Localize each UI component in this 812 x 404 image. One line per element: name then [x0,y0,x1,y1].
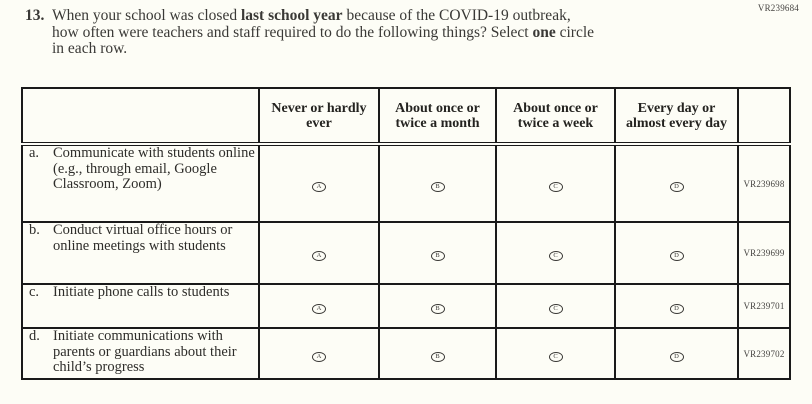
option-cell [496,328,615,379]
answer-letter: A [316,352,322,360]
answer-circle-b[interactable] [431,304,445,314]
question-line [52,25,745,42]
question-block [25,8,745,58]
option-cell [379,222,496,284]
option-cell [615,144,738,222]
row-text: Initiate communications with parents or guardians about their child’s progress [53,328,237,375]
option-cell [379,144,496,222]
answer-letter: A [316,305,322,313]
row-label-cell [22,284,259,328]
answer-circle-c[interactable] [549,304,563,314]
option-cell [615,284,738,328]
corner-header-cell [22,88,259,144]
option-cell [259,144,379,222]
row-text: Initiate phone calls to students [53,284,230,300]
row-letter: b. [29,222,40,238]
answer-letter: A [316,252,322,260]
table-row-d [22,328,790,379]
answer-circle-b[interactable] [431,352,445,362]
answer-letter: B [435,352,440,360]
answer-letter: D [674,305,679,313]
answer-letter: C [553,252,558,260]
option-cell [496,144,615,222]
row-label-cell [22,328,259,379]
row-text: Conduct virtual office hours or online meetings with students [53,222,233,254]
answer-circle-d[interactable] [670,182,684,192]
column-header-never: Never or hardly ever [259,88,379,144]
table-row-b [22,222,790,284]
option-cell [496,222,615,284]
answer-circle-d[interactable] [670,251,684,261]
vr-code-cell: VR239701 [738,284,790,328]
row-text: Communicate with students online (e.g., through email, Google Classroom, Zoom) [53,145,255,192]
option-cell [259,222,379,284]
column-header-everyday: Every day or almost every day [615,88,738,144]
answer-circle-a[interactable] [312,352,326,362]
answer-letter: B [435,252,440,260]
row-letter: a. [29,145,40,161]
vr-code-cell: VR239698 [738,144,790,222]
answer-letter: C [553,305,558,313]
question-run-bold: last school year [240,7,343,24]
question-run-bold: one [532,23,556,41]
answer-circle-c[interactable] [549,182,563,192]
column-header-code [738,88,790,144]
answer-circle-c[interactable] [549,251,563,261]
row-letter: c. [29,284,40,300]
answer-letter: A [316,182,322,190]
answer-circle-c[interactable] [549,352,563,362]
question-run: in each row. [52,40,128,57]
question-run: how often were teachers and staff required to do the following things? Select [52,23,533,41]
answer-circle-d[interactable] [670,352,684,362]
question-line [52,41,745,58]
option-cell [259,284,379,328]
answer-circle-a[interactable] [312,304,326,314]
table-row-a [22,144,790,222]
answer-letter: C [553,352,558,360]
frequency-table [21,87,791,380]
answer-letter: B [435,305,440,313]
row-label-cell [22,144,259,222]
option-cell [379,284,496,328]
answer-circle-b[interactable] [431,251,445,261]
answer-circle-a[interactable] [312,182,326,192]
answer-letter: C [553,182,558,190]
question-run: When your school was closed [52,7,241,24]
option-cell [259,328,379,379]
answer-circle-b[interactable] [431,182,445,192]
row-letter: d. [29,328,40,344]
page-accession-code: VR239684 [757,3,799,13]
question-number: 13. [25,7,45,24]
column-header-month: About once or twice a month [379,88,496,144]
column-header-week: About once or twice a week [496,88,615,144]
vr-code-cell: VR239702 [738,328,790,379]
answer-letter: B [435,182,440,190]
header-row [22,88,790,144]
row-label-cell [22,222,259,284]
answer-letter: D [674,252,679,260]
option-cell [615,222,738,284]
option-cell [379,328,496,379]
question-text [52,8,745,58]
vr-code-cell: VR239699 [738,222,790,284]
question-run: circle [555,23,595,41]
table-row-c [22,284,790,328]
answer-circle-a[interactable] [312,251,326,261]
answer-circle-d[interactable] [670,304,684,314]
option-cell [615,328,738,379]
question-run: because of the COVID-19 outbreak, [342,7,571,24]
answer-letter: D [674,182,679,190]
question-line [52,8,745,25]
option-cell [496,284,615,328]
answer-letter: D [674,352,679,360]
